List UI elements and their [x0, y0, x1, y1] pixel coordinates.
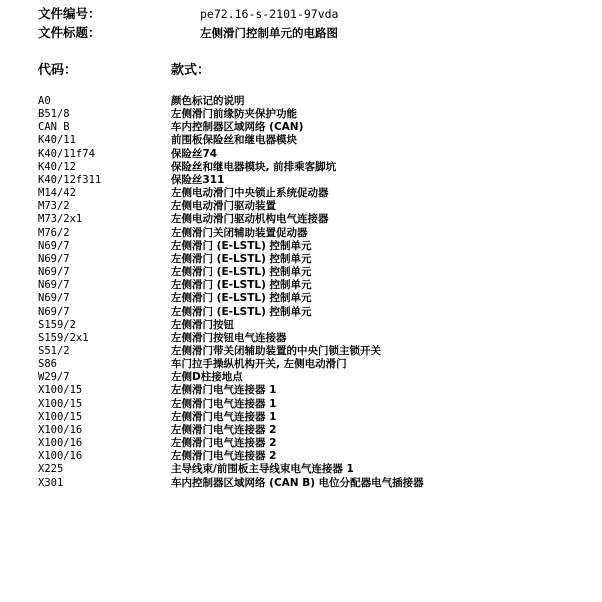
component-name: 左侧电动滑门中央锁止系统促动器	[171, 187, 329, 200]
component-name: 左侧滑门前缘防夹保护功能	[171, 108, 297, 121]
list-item	[38, 266, 594, 279]
column-header	[38, 62, 578, 80]
name-column-header: 款式：	[171, 63, 211, 78]
component-name: 左侧滑门按钮	[171, 318, 234, 331]
component-code: K40/12	[38, 160, 76, 173]
component-name: 左侧滑门关闭辅助装置促动器	[171, 226, 308, 239]
component-code: X225	[38, 463, 64, 476]
component-name: 保险丝74	[171, 147, 218, 160]
component-name: 车内控制器区域网络 (CAN B) 电位分配器电气插接器	[171, 476, 424, 489]
list-item	[38, 411, 594, 424]
component-code: N69/7	[38, 266, 70, 279]
component-code: W29/7	[38, 371, 70, 384]
component-name: 左侧滑门电气连接器 2	[171, 437, 277, 450]
component-name: 左侧滑门电气连接器 2	[171, 450, 277, 463]
list-item	[38, 187, 594, 200]
component-code: X100/15	[38, 397, 83, 410]
list-item	[38, 240, 594, 253]
component-code: N69/7	[38, 305, 70, 318]
component-name: 左侧滑门带关闭辅助装置的中央门锁主锁开关	[171, 344, 381, 357]
component-code: S86	[38, 358, 57, 371]
component-name: 左侧滑门电气连接器 1	[171, 397, 277, 410]
list-item	[38, 95, 594, 108]
component-name: 左侧滑门 (E-LSTL) 控制单元	[171, 266, 312, 279]
code-column-header: 代码：	[38, 63, 78, 78]
list-item	[38, 161, 594, 174]
component-code: A0	[38, 95, 51, 107]
list-item	[38, 371, 594, 384]
list-item	[38, 292, 594, 305]
component-name: 左侧滑门 (E-LSTL) 控制单元	[171, 279, 312, 292]
list-item	[38, 358, 594, 371]
component-code: X100/16	[38, 437, 83, 450]
component-code: S51/2	[38, 344, 70, 357]
component-code: N69/7	[38, 279, 70, 292]
list-item	[38, 227, 594, 240]
component-name: 左侧滑门 (E-LSTL) 控制单元	[171, 305, 312, 318]
doc-title-value: 左侧滑门控制单元的电路图	[200, 26, 338, 40]
list-item	[38, 279, 594, 292]
component-name: 左侧电动滑门驱动机构电气连接器	[171, 213, 329, 226]
component-code: N69/7	[38, 292, 70, 305]
list-item	[38, 450, 594, 463]
component-code: N69/7	[38, 239, 70, 252]
component-name: 主导线束/前围板主导线束电气连接器 1	[171, 463, 354, 476]
component-code: X100/16	[38, 423, 83, 436]
list-item	[38, 134, 594, 147]
component-name: 左侧滑门 (E-LSTL) 控制单元	[171, 252, 312, 265]
list-item	[38, 108, 594, 121]
component-name: 左侧滑门 (E-LSTL) 控制单元	[171, 292, 312, 305]
component-code: X301	[38, 476, 64, 489]
component-name: 颜色标记的说明	[171, 95, 245, 107]
component-name: 前围板保险丝和继电器模块	[171, 134, 297, 147]
list-item	[38, 477, 594, 490]
list-item	[38, 121, 594, 134]
doc-number-label: 文件编号：	[38, 6, 101, 21]
list-item	[38, 319, 594, 332]
component-name: 左侧滑门 (E-LSTL) 控制单元	[171, 239, 312, 252]
component-name: 左侧滑门电气连接器 2	[171, 423, 277, 436]
component-name: 保险丝311	[171, 173, 225, 186]
component-code: N69/7	[38, 252, 70, 265]
component-name: 车内控制器区域网络 (CAN)	[171, 121, 304, 134]
component-code: CAN B	[38, 121, 70, 134]
component-code: B51/8	[38, 108, 70, 121]
list-item	[38, 253, 594, 266]
component-name: 左侧滑门按钮电气连接器	[171, 331, 287, 344]
list-item	[38, 213, 594, 226]
list-item	[38, 384, 594, 397]
component-code: M73/2	[38, 200, 70, 213]
doc-number-value: pe72.16-s-2101-97vda	[200, 7, 339, 21]
doc-title-label: 文件标题：	[38, 25, 101, 40]
list-item	[38, 424, 594, 437]
component-code: K40/11	[38, 134, 76, 147]
component-name: 保险丝和继电器模块, 前排乘客脚坑	[171, 160, 337, 173]
list-item	[38, 174, 594, 187]
list-item	[38, 437, 594, 450]
component-name: 车门拉手操纵机构开关, 左侧电动滑门	[171, 358, 347, 371]
component-code: X100/15	[38, 410, 83, 423]
component-code: K40/12f311	[38, 173, 102, 186]
list-item	[38, 332, 594, 345]
component-name: 左侧电动滑门驱动装置	[171, 200, 276, 213]
component-name: 左侧D柱接地点	[171, 371, 243, 384]
list-item	[38, 306, 594, 319]
list-item	[38, 345, 594, 358]
component-code: K40/11f74	[38, 147, 95, 160]
component-code: M76/2	[38, 226, 70, 239]
component-code: X100/16	[38, 450, 83, 463]
component-code: X100/15	[38, 384, 83, 397]
component-code: M14/42	[38, 187, 76, 200]
component-name: 左侧滑门电气连接器 1	[171, 384, 277, 397]
list-item	[38, 398, 594, 411]
component-code: S159/2	[38, 318, 76, 331]
component-list	[38, 95, 594, 490]
list-item	[38, 463, 594, 476]
list-item	[38, 148, 594, 161]
list-item	[38, 200, 594, 213]
component-code: S159/2x1	[38, 331, 89, 344]
component-code: M73/2x1	[38, 213, 83, 226]
component-name: 左侧滑门电气连接器 1	[171, 410, 277, 423]
